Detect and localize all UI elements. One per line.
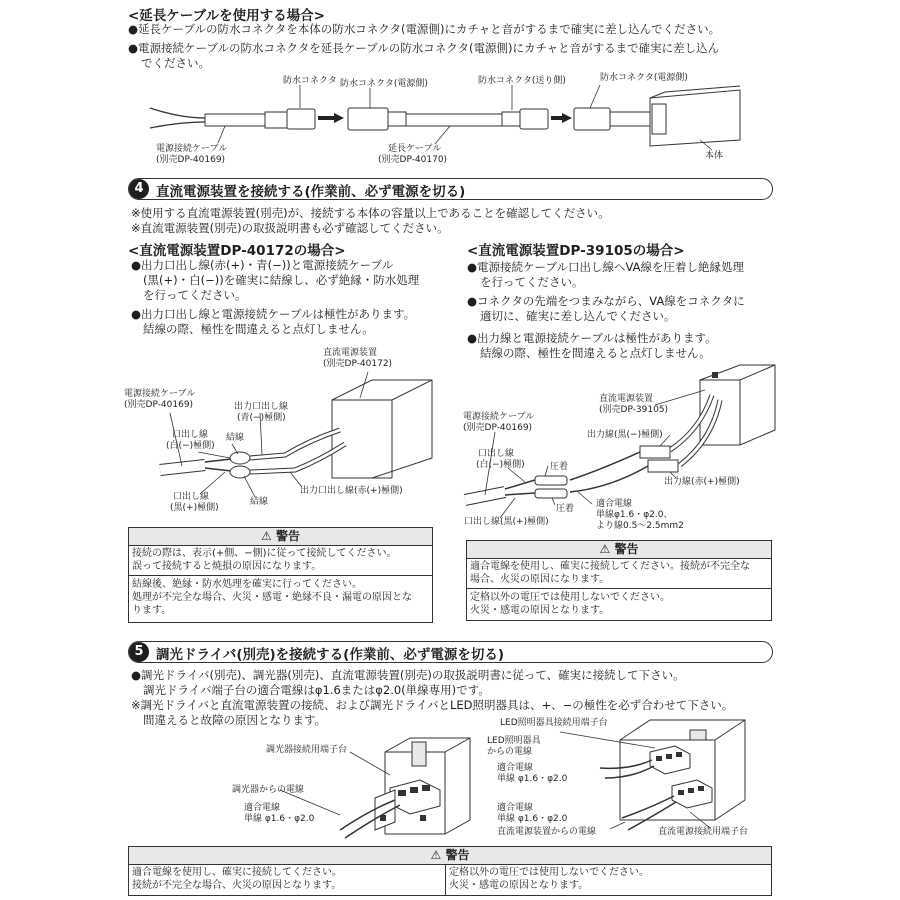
d-wire-r2: 適合電線 <box>497 803 534 813</box>
d-wire-left: 適合電線 <box>244 803 281 813</box>
r-wire: 適合電線 <box>596 499 633 509</box>
step5-l2: 調光ドライバ端子台の適合電線はφ1.6またはφ2.0(単線専用)です。 <box>143 683 490 697</box>
r-crimp-2: 圧着 <box>556 504 575 514</box>
r-psu: 直流電源装置 <box>599 394 654 404</box>
extension-bullet-2-line1: ●電源接続ケーブルの防水コネクタを延長ケーブルの防水コネクタ(電源側)にカチャと音がするまで確実に差し込ん <box>128 41 720 55</box>
d-wire-left-sub: 単線 φ1.6・φ2.0 <box>244 814 315 824</box>
label-connector-send: 防水コネクタ(送り側) <box>478 76 566 86</box>
left-warn-r2-l1: 結線後、絶縁・防水処理を確実に行ってください。 <box>132 579 362 590</box>
r-out-black: 出力線(黒(−)極側) <box>587 430 663 440</box>
l-lead-black: 口出し線 <box>173 492 210 502</box>
left-b1-l2: (黒(+)・白(−))を確実に結線し、必ず絶縁・防水処理 <box>143 273 420 287</box>
l-lead-white: 口出し線 <box>172 430 209 440</box>
r-out-red: 出力線(赤(+)極側) <box>664 477 740 487</box>
extension-bullet-1: ●延長ケーブルの防水コネクタを本体の防水コネクタ(電源側)にカチャと音がするまで確実に差し込んでください。 <box>128 22 721 36</box>
step5-number: 5 <box>129 642 149 662</box>
l-out-lead-sub: (青(−)極側) <box>237 413 286 423</box>
d-led-lamp: LED照明器具 <box>487 736 541 746</box>
step5-l4: 間違えると故障の原因となります。 <box>143 713 327 727</box>
label-ext-cable-sub: (別売DP-40170) <box>378 155 448 165</box>
extension-bullet-2-line2: でください。 <box>141 56 210 70</box>
l-out-lead: 出力口出し線 <box>234 402 289 412</box>
d-wire-r1-sub: 単線 φ1.6・φ2.0 <box>497 774 568 784</box>
r-wire-l3: より線0.5〜2.5mm2 <box>596 521 684 531</box>
label-connector: 防水コネクタ <box>283 76 337 86</box>
l-lead-black-sub: (黒(+)極側) <box>170 503 219 513</box>
left-b1-l3: を行ってください。 <box>143 288 247 302</box>
r-lead-black: 口出し線(黒(+)極側) <box>464 517 549 527</box>
label-connector-power-2: 防水コネクタ(電源側) <box>600 73 688 83</box>
l-cable-sub: (別売DP-40169) <box>124 400 194 410</box>
step5-l1: ●調光ドライバ(別売)、調光器(別売)、直流電源装置(別売)の取扱説明書に従って、確実に接続して下さい。 <box>131 668 685 682</box>
r-lead-white-sub: (白(−)極側) <box>476 460 525 470</box>
left-heading: <直流電源装置DP-40172の場合> <box>128 243 346 259</box>
right-warn-r2-l1: 定格以外の電圧では使用しないでください。 <box>470 592 670 603</box>
bottom-warning-header <box>129 847 771 865</box>
step5-l3: ※調光ドライバと直流電源装置の接続、および調光ドライバとLED照明器具は、+、−の極性を必ず合わせて下さい。 <box>131 698 734 712</box>
left-warn-r1-l2: 誤って接続すると焼損の原因になります。 <box>132 561 322 572</box>
bottom-warning-box <box>128 846 772 896</box>
right-b1-l2: を行ってください。 <box>480 275 584 289</box>
step4-number: 4 <box>129 179 149 199</box>
l-psu-sub: (別売DP-40172) <box>323 359 393 369</box>
r-lead-white: 口出し線 <box>478 449 515 459</box>
right-heading: <直流電源装置DP-39105の場合> <box>467 243 685 259</box>
bottom-warning-divider <box>445 864 446 895</box>
right-b3-l2: 結線の際、極性を間違えると点灯しません。 <box>480 346 711 360</box>
left-b2-l2: 結線の際、極性を間違えると点灯しません。 <box>143 322 374 336</box>
bottom-warn-left-l1: 適合電線を使用し、確実に接続してください。 <box>132 867 342 878</box>
left-b1-l1: ●出力口出し線(赤(+)・青(−))と電源接続ケーブル <box>131 258 394 272</box>
l-join-2: 結線 <box>250 497 269 507</box>
l-lead-white-sub: (白(−)極側) <box>166 441 215 451</box>
d-led-tb: LED照明器具接続用端子台 <box>500 718 608 728</box>
r-wire-l2: 単線φ1.6・φ2.0、 <box>596 510 673 520</box>
d-psu-tb: 直流電源接続用端子台 <box>658 827 749 837</box>
left-b2-l1: ●出力口出し線と電源接続ケーブルは極性があります。 <box>131 307 416 321</box>
right-warn-r1-l2: 場合、火災の原因になります。 <box>470 574 610 585</box>
label-body: 本体 <box>705 151 724 161</box>
right-b2-l1: ●コネクタの先端をつまみながら、VA線をコネクタに <box>467 294 745 308</box>
r-cable: 電源接続ケーブル <box>463 412 535 422</box>
r-cable-sub: (別売DP-40169) <box>463 423 533 433</box>
left-warn-r2-l3: ります。 <box>132 605 172 616</box>
d-wire-r2-sub: 単線 φ1.6・φ2.0 <box>497 814 568 824</box>
right-warn-r1-l1: 適合電線を使用し、確実に接続してください。接続が不完全な <box>470 561 750 572</box>
bottom-warn-right-l1: 定格以外の電圧では使用しないでください。 <box>449 867 649 878</box>
label-connector-power-1: 防水コネクタ(電源側) <box>340 79 428 89</box>
warning-icon: ⚠ <box>599 542 615 556</box>
label-power-cable-sub: (別売DP-40169) <box>156 155 226 165</box>
l-out-red: 出力口出し線(赤(+)極側) <box>300 486 403 496</box>
l-join-1: 結線 <box>226 433 245 443</box>
r-psu-sub: (別売DP-39105) <box>599 405 669 415</box>
r-crimp-1: 圧着 <box>550 462 569 472</box>
label-power-cable: 電源接続ケーブル <box>156 144 228 154</box>
step4-title: 直流電源装置を接続する(作業前、必ず電源を切る) <box>156 184 466 200</box>
d-from-psu: 直流電源装置からの電線 <box>497 827 597 837</box>
right-b1-l1: ●電源接続ケーブル口出し線へVA線を圧着し絶縁処理 <box>467 260 744 274</box>
right-b2-l2: 適切に、確実に差し込んでください。 <box>480 309 676 323</box>
step5-title: 調光ドライバ(別売)を接続する(作業前、必ず電源を切る) <box>156 647 505 663</box>
left-warn-r2-l2: 処理が不完全な場合、火災・感電・絶縁不良・漏電の原因とな <box>132 592 412 603</box>
d-dimmer-tb: 調光器接続用端子台 <box>266 745 348 755</box>
extension-heading: <延長ケーブルを使用する場合> <box>128 8 325 24</box>
d-led-lamp-sub: からの電線 <box>487 747 533 757</box>
warning-icon: ⚠ <box>430 848 446 862</box>
label-ext-cable: 延長ケーブル <box>388 144 442 154</box>
right-warn-r2-l2: 火災・感電の原因となります。 <box>470 605 610 616</box>
bottom-warn-left-l2: 接続が不完全な場合、火災の原因となります。 <box>132 880 342 891</box>
d-from-dimmer: 調光器からの電線 <box>232 785 305 795</box>
left-warning-title: 警告 <box>275 529 300 543</box>
right-b3-l1: ●出力線と電源接続ケーブルは極性があります。 <box>467 331 717 345</box>
bottom-warn-right-l2: 火災・感電の原因となります。 <box>449 880 589 891</box>
bottom-warning-title: 警告 <box>445 848 470 862</box>
right-warning-title: 警告 <box>614 542 639 556</box>
step4-note-1: ※使用する直流電源装置(別売)が、接続する本体の容量以上であることを確認してください。 <box>131 206 610 220</box>
d-wire-r1: 適合電線 <box>497 763 534 773</box>
left-warn-r1-l1: 接続の際は、表示(+側、−側)に従って接続してください。 <box>132 548 397 559</box>
l-psu: 直流電源装置 <box>323 348 378 358</box>
warning-icon: ⚠ <box>261 529 276 543</box>
step4-note-2: ※直流電源装置(別売)の取扱説明書も必ず確認してください。 <box>131 221 449 235</box>
l-cable: 電源接続ケーブル <box>124 389 196 399</box>
